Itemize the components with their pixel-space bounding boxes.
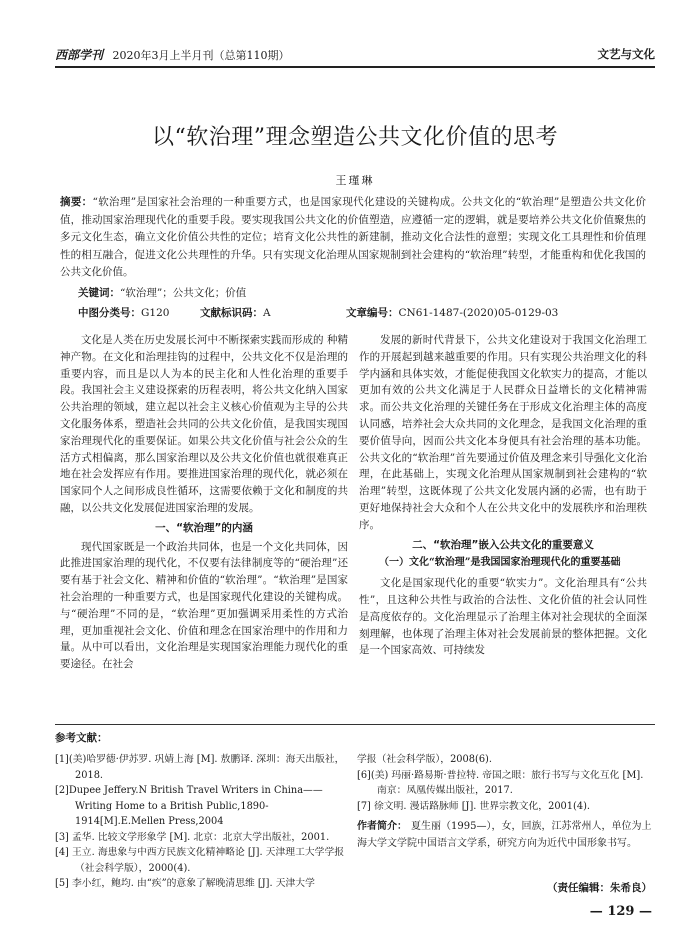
reference-item: [5] 李小红，鲍均. 由“疾”的意象了解晚清思维 [J]. 天津大学 xyxy=(55,878,315,889)
body-column-right xyxy=(359,332,647,659)
references-rule xyxy=(55,724,655,725)
reference-item: [3] 孟华. 比较文学形象学 [M]. 北京：北京大学出版社，2001. xyxy=(55,831,330,843)
reference-item: [2]Dupee Jeffery.N British Travel Writers in China——Writing Home to a British Public,1890-1914[M].E.Mellen Press,2004 xyxy=(55,785,323,827)
section-heading-2: 二、“软治理”嵌入公共文化的重要意义 xyxy=(412,538,594,551)
references-title: 参考文献： xyxy=(55,732,108,744)
journal-info xyxy=(55,46,290,63)
subsection-heading: （一）文化“软治理”是我国国家治理现代化的重要基础 xyxy=(379,557,621,569)
reference-item: [1](美)哈罗德·伊苏罗. 巩婧上海 [M]. 敖鹏译. 深圳：海天出版社，2018. xyxy=(55,754,345,781)
keywords-label: 关键词： xyxy=(78,287,120,299)
responsible-editor: （责任编辑：朱希良） xyxy=(547,882,652,894)
reference-item: [6](美) 玛丽·路易斯·普拉特. 帝国之眼：旅行书写与文化互化 [M]. 南京：凤凰传媒出版社，2017. xyxy=(357,769,644,796)
issue-info: 2020年3月上半月刊（总第110期） xyxy=(112,49,290,62)
body-column-left xyxy=(60,332,348,673)
reference-item: [7] 徐文明. 漫话路脉师 [J]. 世界宗教文化，2001(4). xyxy=(357,800,591,812)
document-code: 文献标识码：A xyxy=(200,307,271,319)
article-title: 以“软治理”理念塑造公共文化价值的思考 xyxy=(152,125,558,150)
abstract-label: 摘要： xyxy=(60,196,93,208)
references-left xyxy=(55,752,355,892)
article-author: 王瑾琳 xyxy=(335,174,375,187)
header-rule xyxy=(55,66,655,68)
running-header xyxy=(55,42,655,68)
section-name: 文艺与文化 xyxy=(597,47,655,61)
page-number: — 129 — xyxy=(589,904,652,919)
journal-name: 西部学刊 xyxy=(55,48,104,62)
article-number: 文章编号：CN61-1487-(2020)05-0129-03 xyxy=(346,307,559,319)
body-paragraph: 现代国家既是一个政治共同体，也是一个文化共同体，因此推进国家治理的现代化，不仅要有法律制度等的“硬治理”还要有基于社会文化、精神和价值的“软治理”。“软治理”是国家社会治理的一种重要方式，也是国家现代化建设的关键构成。与“硬治理”不同的是，“软治理”更加强调采用柔性的方式治理，更加重视社会文化、价值和理念在国家治理中的作用和力量。从中可以看出，文化治理是实现国家治理能力现代化的重要途径。在社会 xyxy=(60,540,348,671)
clc-number: 中图分类号：G120 xyxy=(78,307,170,319)
abstract-text: “软治理”是国家社会治理的一种重要方式，也是国家现代化建设的关键构成。公共文化的“软治理”是塑造公共文化价值，推动国家治理现代化的重要手段。要实现我国公共文化的价值塑造，应遵循一定的逻辑，就是要培养公共文化价值聚焦的多元文化生态，确立文化价值公共性的定位；培育文化公共性的新建制，推动文化合法性的意塑；实现文化工具理性和价值理性的相互融合，促进文化公共理性的升华。只有实现文化治理从国家规制到社会建构的“软治理”转型，才能重构和优化我国的公共文化价值。 xyxy=(60,196,646,279)
keywords-text: “软治理”；公共文化；价值 xyxy=(120,287,247,299)
body-paragraph: 文化是人类在历史发展长河中不断探索实践而形成的 种精神产物。在文化和治理挂钩的过程中，公共文化不仅是治理的重要内容，而且是以人为本的民主化和人性化治理的重要手段。我国社会主义建设探索的历程表明，将公共文化纳入国家公共治理的领域，建立起以社会主义核心价值观为主导的公共文化服务体系，塑造社会共同的公共文化价值，是我国实现国家治理现代化的重要保证。如果公共文化价值与社会公众的生活方式相偏离，那么国家治理以及公共文化价值也就很难真正地在社会发挥应有作用。要推进国家治理的现代化，就必须在国家同个人之间形成良性循环，这需要依赖于文化和制度的共融，以公共文化发展促进国家治理的发展。 xyxy=(60,334,348,514)
reference-item: [4] 王立. 海患象与中西方民族文化精神略论 [J]. 天津理工大学学报（社会科学版），2000(4). xyxy=(55,847,345,874)
author-bio-label: 作者简介： xyxy=(357,821,407,832)
keywords xyxy=(78,285,246,300)
reference-item: 学报（社会科学版），2008(6). xyxy=(357,754,492,765)
body-paragraph: 发展的新时代背景下，公共文化建设对于我国文化治理工作的开展起到越来越重要的作用。只有实现公共治理文化的科学内涵和具体实效，才能促使我国文化软实力的提高，才能以更加有效的公共文化满足于人民群众日益增长的文化精神需求。而公共文化治理的关键任务在于形成文化治理主体的高度认同感，培养社会大众共同的文化理念，是我国文化治理的重要价值导向，因而公共文化本身便具有社会治理的基本功能。公共文化的“软治理”首先要通过价值及理念来引导强化文化治理，在此基础上，实现文化治理从国家规制到社会建构的“软治理”转型，这既体现了公共文化发展内涵的必需，也有助于更好地保持社会大众和个人在公共文化中的发展秩序和治理秩序。 xyxy=(359,334,647,531)
section-heading-1: 一、“软治理”的内涵 xyxy=(155,521,253,534)
author-bio-text: 夏生丽（1995—），女，回族，江苏常州人，单位为上海大学文学院中国语言文学系，研究方向为近代中国形象书写。 xyxy=(357,821,652,849)
body-paragraph: 文化是国家现代化的重要“软实力”。文化治理具有“公共性”，且这种公共性与政治的合法性、文化价值的社会认同性是高度依存的。文化治理显示了治理主体对社会现状的全面深刻理解，也体现了治理主体对社会发展前景的整体把握。文化是一个国家高效、可持续发 xyxy=(359,577,647,657)
references-right xyxy=(357,752,655,814)
abstract xyxy=(60,194,646,282)
author-bio xyxy=(357,818,655,852)
